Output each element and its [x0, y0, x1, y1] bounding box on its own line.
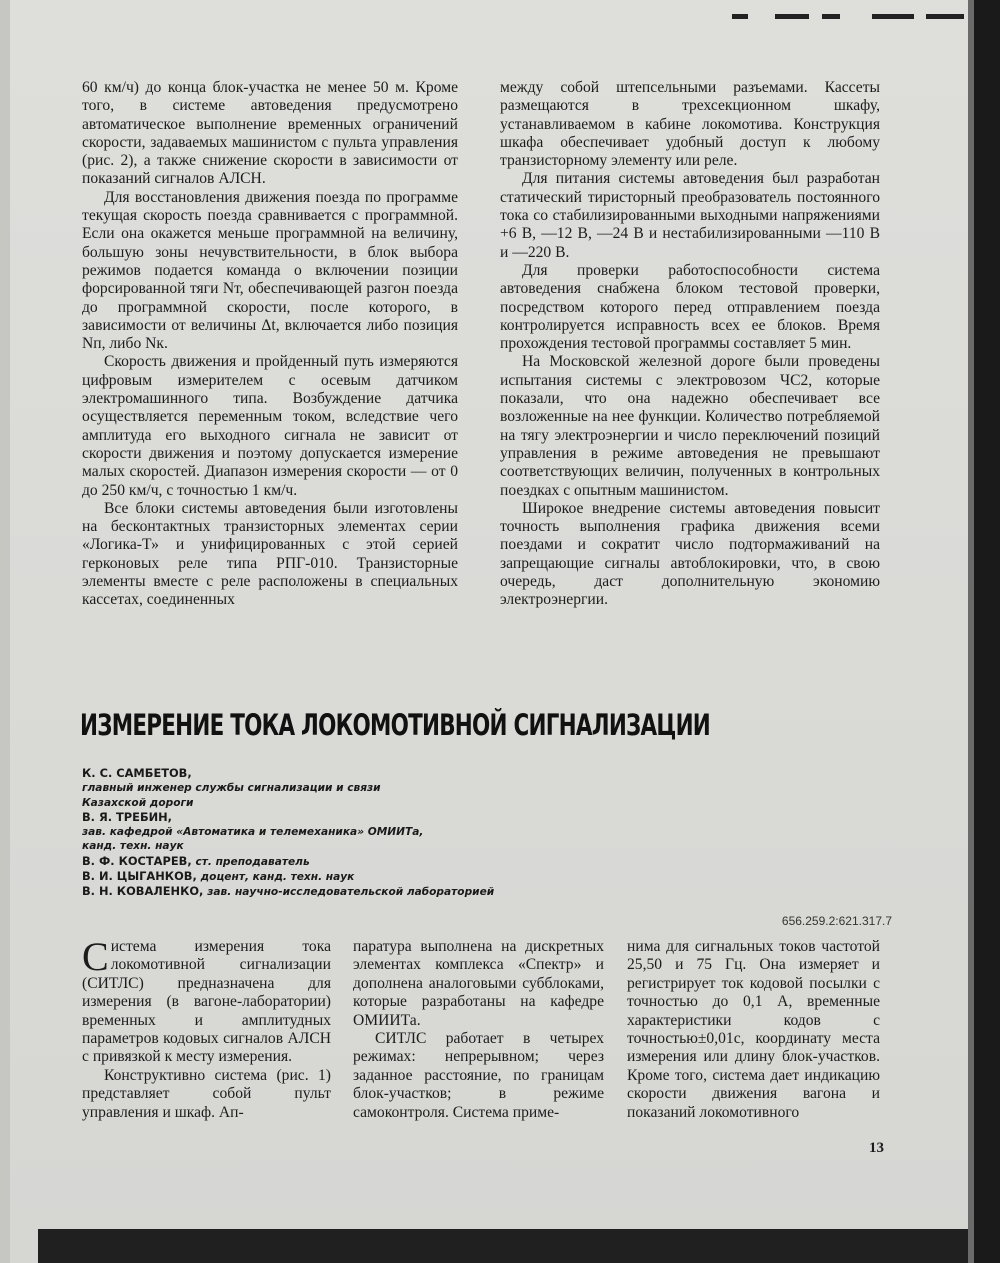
paragraph: 60 км/ч) до конца блок-участка не менее 50 м. Кроме того, в системе автоведения предусмотрено автоматическое выполнение временных ограничений скорости, задаваемых машинистом с пульта управления (рис. 2), а также снижение скорости в зависимости от показаний сигналов АЛСН.	[82, 79, 458, 188]
author-line	[82, 781, 602, 795]
article-title: ИЗМЕРЕНИЕ ТОКА ЛОКОМОТИВНОЙ СИГНАЛИЗАЦИИ	[80, 708, 711, 742]
author-role: главный инженер службы сигнализации и связи	[82, 782, 381, 795]
author-line	[82, 766, 602, 781]
author-line	[82, 869, 602, 884]
author-name: В. Н. КОВАЛЕНКО,	[82, 884, 204, 899]
author-role: доцент, канд. техн. наук	[200, 871, 355, 884]
author-name: К. С. САМБЕТОВ,	[82, 766, 192, 780]
paragraph: Для восстановления движения поезда по программе текущая скорость поезда сравнивается с программной. Если она окажется меньше программной на величину, большую зоны нечувствительности, в блок выбора режимов подается команда о включении позиции форсированной тяги Nт, обеспечивающей разгон поезда до программной скорости, после которого, в зависимости от величины Δt, включается либо позиция Nп, либо Nк.	[82, 188, 458, 353]
author-line	[82, 854, 602, 869]
scan-artifact	[872, 14, 914, 19]
paragraph: нима для сигнальных токов частотой 25,50 и 75 Гц. Она измеряет и регистрирует ток кодовой посылки с точностью до 0,1 А, временные характеристики кодов с точностью±0,01с, координату места измерения или длину блок-участков. Кроме того, система дает индикацию скорости движения вагона и показаний локомотивного	[627, 938, 880, 1121]
article-column-1	[82, 934, 331, 1122]
paragraph: Все блоки системы автоведения были изготовлены на бесконтактных транзисторных элементах серии «Логика-Т» и унифицированных с этой серией герконовых реле типа РПГ-010. Транзисторные элементы вместе с реле расположены в специальных кассетах, соединенных	[82, 499, 458, 609]
scan-artifact	[822, 14, 840, 19]
author-name: В. Ф. КОСТАРЕВ,	[82, 853, 192, 868]
paragraph: Широкое внедрение системы автоведения повысит точность выполнения графика движения всеми поездами и сократит число подтормаживаний на запрещающие сигналы автоблокировки, что, в свою очередь, даст дополнительную экономию электроэнергии.	[500, 499, 880, 609]
author-name: В. Я. ТРЕБИН,	[82, 809, 173, 824]
paragraph: Скорость движения и пройденный путь измеряются цифровым измерителем с осевым датчиком электромашинного типа. Возбуждение датчика осуществляется переменным током, вследствие чего амплитуда его выходного сигнала не зависит от скорости движения и поэтому допускается измерение малых скоростей. Диапазон измерения скорости — от 0 до 250 км/ч, с точностью 1 км/ч.	[82, 353, 458, 499]
author-line	[82, 810, 602, 825]
paragraph	[82, 934, 331, 1067]
top-left-column	[82, 79, 458, 610]
paragraph: Для проверки работоспособности система автоведения снабжена блоком тестовой проверки, посредством которого перед отправлением поезда контролируется исправность всех ее блоков. Время прохождения тестовой программы составляет 5 мин.	[500, 261, 880, 353]
scan-artifact	[775, 14, 809, 19]
author-line	[82, 796, 602, 810]
paragraph: паратура выполнена на дискретных элементах комплекса «Спектр» и дополнена аналоговыми субблоками, которые разработаны на кафедре ОМИИТа.	[353, 938, 604, 1029]
drop-cap: С	[82, 934, 109, 979]
page-gutter-shadow	[0, 0, 10, 1263]
paragraph: СИТЛС работает в четырех режимах: непрерывном; через заданное расстояние, по границам блок-участков; в режиме самоконтроля. Система приме-	[353, 1030, 604, 1121]
author-name: В. И. ЦЫГАНКОВ,	[82, 869, 197, 884]
top-right-column	[500, 79, 880, 610]
scan-artifact	[926, 14, 964, 19]
scan-dark-border-bottom	[38, 1229, 968, 1263]
paragraph: Конструктивно система (рис. 1) представляет собой пульт управления и шкаф. Ап-	[82, 1066, 331, 1121]
author-role: зав. кафедрой «Автоматика и телемеханика» ОМИИТа,	[82, 826, 424, 839]
scan-dark-border-right	[968, 0, 1000, 1263]
author-line	[82, 825, 602, 839]
article-column-3	[627, 938, 880, 1122]
scan-artifact	[732, 14, 748, 19]
author-line	[82, 839, 602, 853]
author-role: канд. техн. наук	[82, 840, 184, 853]
udc-code: 656.259.2:621.317.7	[781, 914, 892, 928]
paragraph: На Московской железной дороге были проведены испытания системы с электровозом ЧС2, которые показали, что она надежно обеспечивает все возложенные на нее функции. Количество потребляемой на тягу электроэнергии и число переключений позиций управления в режиме автоведения не превышают соответствующих величин, полученных в контрольных поездках с опытным машинистом.	[500, 353, 880, 499]
paragraph: между собой штепсельными разъемами. Кассеты размещаются в трехсекционном шкафу, устанавливаемом в кабине локомотива. Конструкция шкафа обеспечивает удобный доступ к любому транзисторному элементу или реле.	[500, 79, 880, 170]
author-list	[82, 766, 602, 900]
author-role: ст. преподаватель	[195, 855, 310, 868]
article-column-2	[353, 938, 604, 1122]
paragraph-text: истема измерения тока локомотивной сигнализации (СИТЛС) предназначена для измерения (в вагоне-лаборатории) временных и амплитудных параметров кодовых сигналов АЛСН с привязкой к месту измерения.	[82, 938, 331, 1066]
author-line	[82, 884, 602, 899]
page-number: 13	[869, 1140, 884, 1156]
paragraph: Для питания системы автоведения был разработан статический тиристорный преобразователь постоянного тока со стабилизированными выходными напряжениями +6 В, —12 В, —24 В и нестабилизированными —110 В и —220 В.	[500, 170, 880, 261]
author-role: Казахской дороги	[82, 796, 194, 809]
author-role: зав. научно-исследовательской лабораторией	[207, 886, 495, 899]
